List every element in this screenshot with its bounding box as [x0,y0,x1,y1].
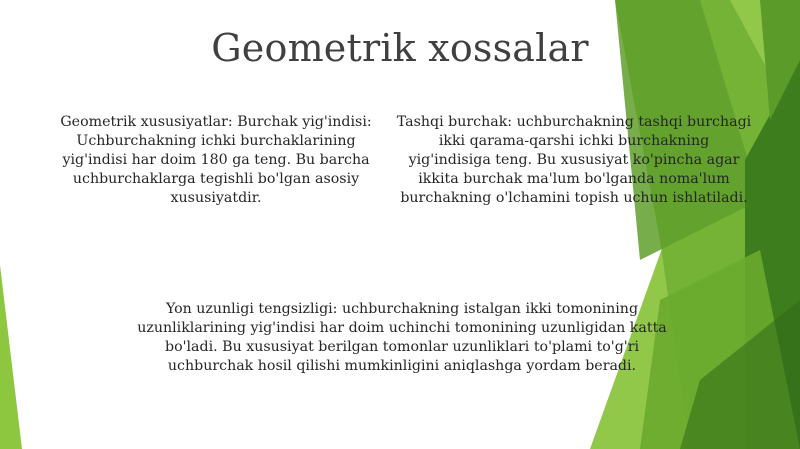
paragraph-angle-sum: Geometrik xususiyatlar: Burchak yig'indisi: Uchburchakning ichki burchaklarining yig'indisi har doim 180 ga teng. Bu barcha uchburchaklarga tegishli bo'lgan asosiy xususiyatdir. [60,114,372,206]
paragraph-exterior-angle: Tashqi burchak: uchburchakning tashqi burchagi ikki qarama-qarshi ichki burchakning yig'indisiga teng. Bu xususiyat ko'pincha agar ikkita burchak ma'lum bo'lganda noma'lum burchakning o'lchamini topish uchun ishlatiladi. [396,114,752,206]
left-green-wedge [0,265,22,449]
slide-title: Geometrik xossalar [211,26,589,70]
paragraph-side-inequality: Yon uzunligi tengsizligi: uchburchakning istalgan ikki tomonining uzunliklarining yig'indisi har doim uchinchi tomonining uzunligidan katta bo'ladi. Bu xususiyat berilgan tomonlar uzunliklari to'plami to'g'ri uchburchak hosil qilishi mumkinligini aniqlashga yordam beradi. [137,301,667,374]
